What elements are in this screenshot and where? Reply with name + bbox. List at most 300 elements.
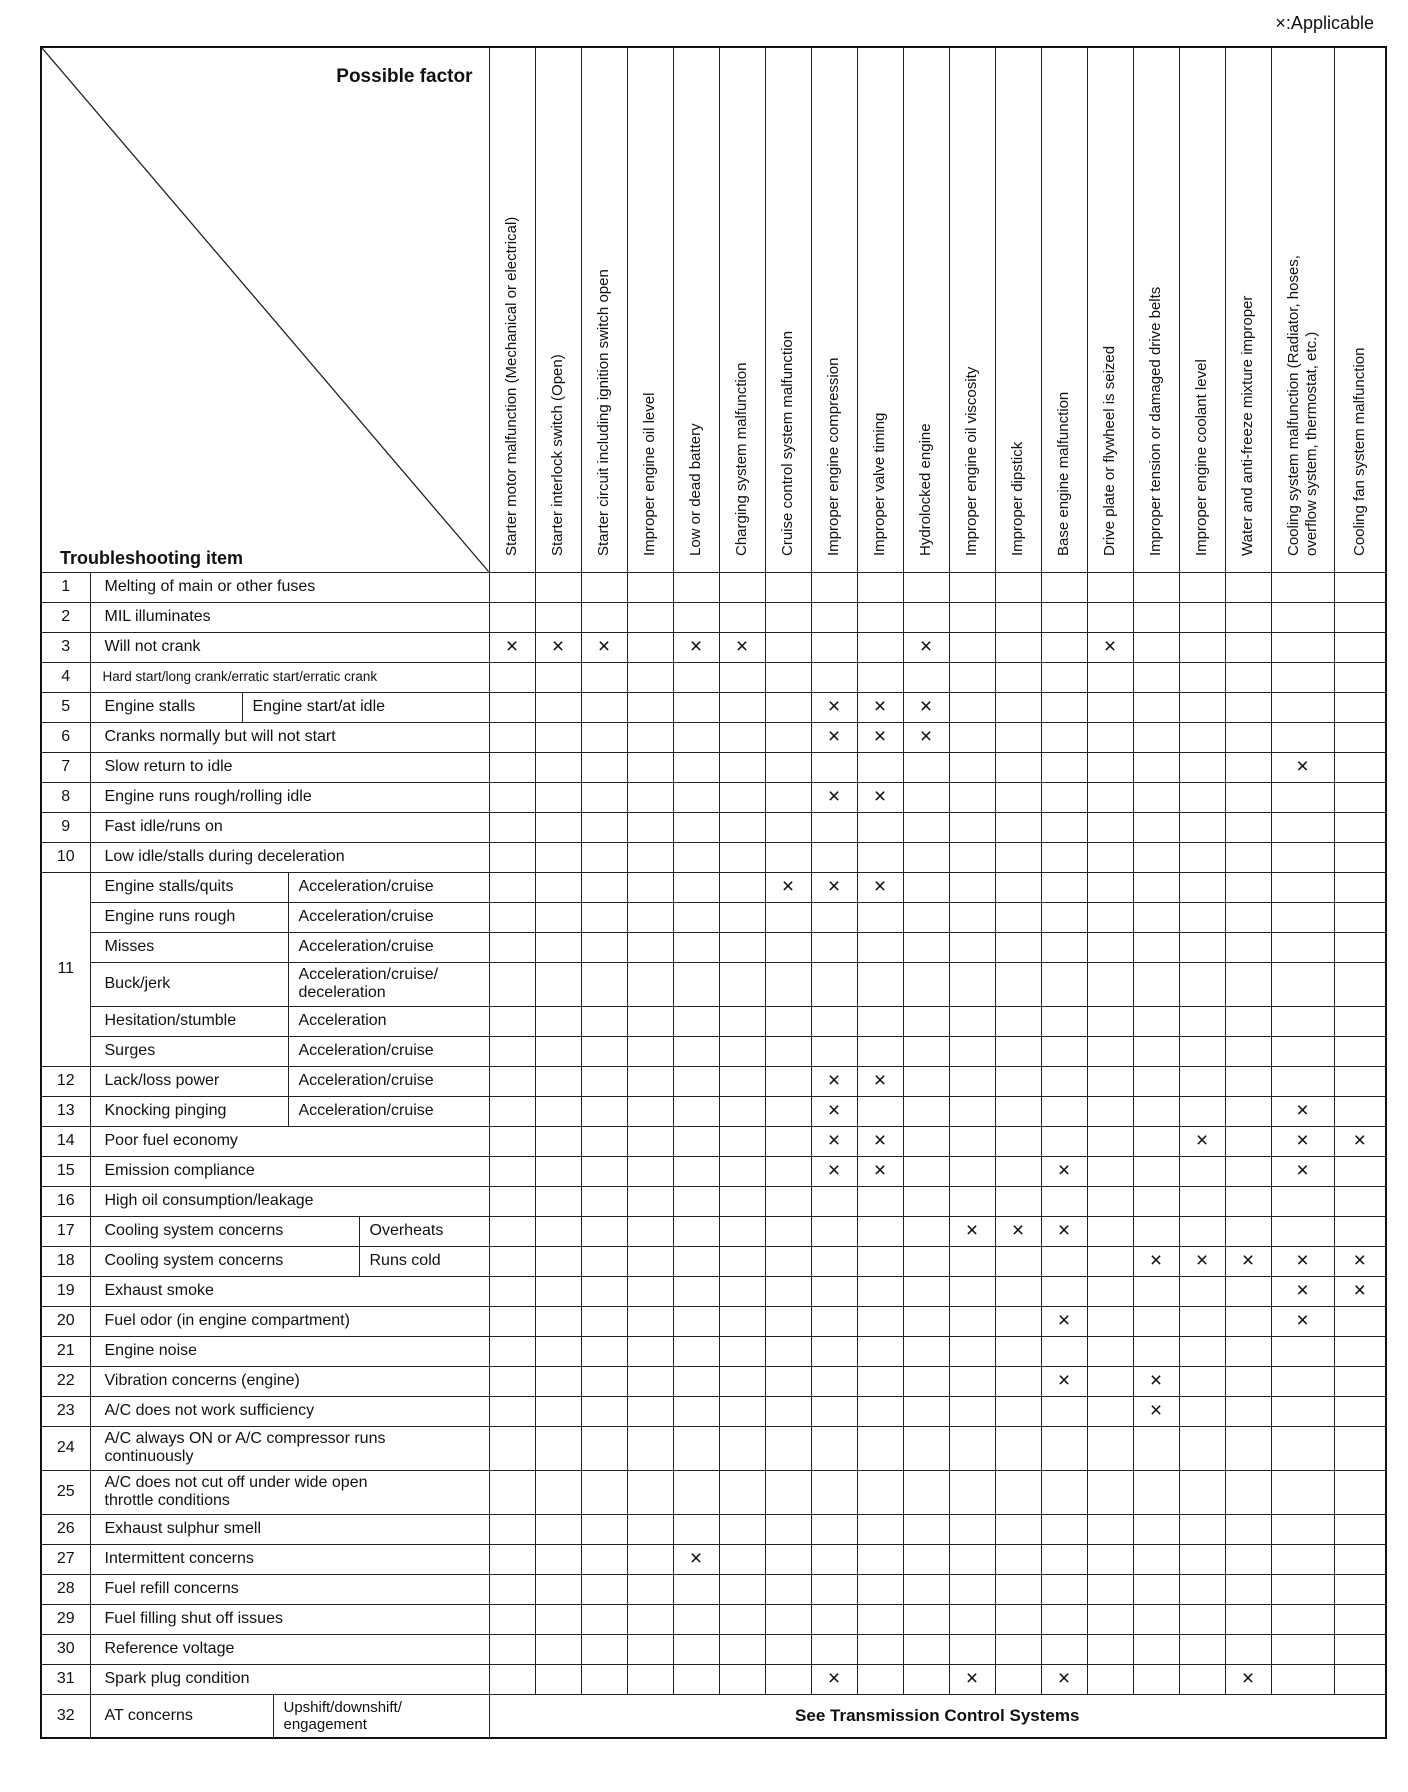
- factor-cell: [1334, 1634, 1386, 1664]
- factor-cell: [1271, 1634, 1334, 1664]
- factor-cell: [719, 692, 765, 722]
- factor-cell: [1133, 632, 1179, 662]
- table-row: [41, 1604, 1386, 1634]
- factor-cell: [489, 1664, 535, 1694]
- factor-cell: [627, 1066, 673, 1096]
- factor-cell: [673, 1426, 719, 1470]
- troubleshooting-item: Knocking pinging: [90, 1096, 288, 1126]
- factor-cell: [857, 1544, 903, 1574]
- factor-cell: [581, 1246, 627, 1276]
- factor-cell: [1334, 1066, 1386, 1096]
- applicable-mark: ×: [1041, 1366, 1087, 1396]
- factor-cell: [765, 1006, 811, 1036]
- factor-label: Cruise control system malfunction: [779, 330, 796, 556]
- factor-cell: [673, 1306, 719, 1336]
- factor-cell: [949, 1066, 995, 1096]
- table-row: [41, 1366, 1386, 1396]
- table-row: [41, 722, 1386, 752]
- factor-cell: [1225, 1396, 1271, 1426]
- factor-cell: [903, 1036, 949, 1066]
- factor-cell: [1087, 902, 1133, 932]
- factor-cell: [857, 1006, 903, 1036]
- factor-cell: [903, 1396, 949, 1426]
- factor-cell: [1179, 1006, 1225, 1036]
- factor-label: Improper tension or damaged drive belts: [1147, 286, 1164, 556]
- factor-cell: [673, 1336, 719, 1366]
- factor-cell: [673, 1246, 719, 1276]
- factor-cell: [1133, 1036, 1179, 1066]
- factor-cell: [1271, 842, 1334, 872]
- factor-cell: [1225, 1096, 1271, 1126]
- factor-cell: [489, 722, 535, 752]
- factor-cell: [1087, 1096, 1133, 1126]
- factor-cell: [857, 932, 903, 962]
- factor-cell: [1225, 1066, 1271, 1096]
- factor-cell: [765, 1544, 811, 1574]
- header-row: [41, 47, 1386, 572]
- factor-cell: [673, 1634, 719, 1664]
- applicable-mark: ×: [949, 1216, 995, 1246]
- factor-cell: [765, 842, 811, 872]
- factor-cell: [489, 1156, 535, 1186]
- factor-cell: [673, 1096, 719, 1126]
- factor-cell: [535, 1276, 581, 1306]
- factor-cell: [1087, 1306, 1133, 1336]
- factor-cell: [1225, 1470, 1271, 1514]
- factor-cell: [995, 1664, 1041, 1694]
- factor-cell: [673, 902, 719, 932]
- factor-cell: [1225, 1006, 1271, 1036]
- factor-label: Starter interlock switch (Open): [549, 353, 566, 556]
- row-number: 3: [41, 632, 90, 662]
- factor-cell: [1041, 1544, 1087, 1574]
- troubleshooting-item: Hard start/long crank/erratic start/erratic crank: [90, 662, 489, 692]
- factor-cell: [765, 902, 811, 932]
- factor-cell: [811, 1216, 857, 1246]
- factor-cell: [1041, 842, 1087, 872]
- factor-cell: [857, 812, 903, 842]
- table-row: [41, 1216, 1386, 1246]
- factor-cell: [1179, 1036, 1225, 1066]
- factor-cell: [581, 932, 627, 962]
- factor-cell: [1271, 812, 1334, 842]
- factor-cell: [1041, 1066, 1087, 1096]
- factor-cell: [627, 1156, 673, 1186]
- factor-cell: [857, 1426, 903, 1470]
- factor-cell: [765, 1604, 811, 1634]
- row-number: 32: [41, 1694, 90, 1738]
- factor-cell: [903, 872, 949, 902]
- item-condition: Acceleration/cruise: [288, 932, 489, 962]
- row-number: 30: [41, 1634, 90, 1664]
- row-number: 7: [41, 752, 90, 782]
- factor-cell: [1041, 1246, 1087, 1276]
- factor-cell: [627, 1306, 673, 1336]
- factor-cell: [995, 1306, 1041, 1336]
- factor-cell: [995, 1096, 1041, 1126]
- applicable-mark: ×: [1041, 1216, 1087, 1246]
- factor-cell: [949, 1470, 995, 1514]
- applicable-mark: ×: [811, 1664, 857, 1694]
- factor-cell: [581, 1096, 627, 1126]
- factor-cell: [1087, 782, 1133, 812]
- factor-cell: [949, 932, 995, 962]
- factor-cell: [903, 1246, 949, 1276]
- factor-cell: [995, 1036, 1041, 1066]
- factor-cell: [949, 722, 995, 752]
- factor-cell: [1087, 1156, 1133, 1186]
- factor-cell: [1179, 602, 1225, 632]
- factor-cell: [535, 572, 581, 602]
- factor-cell: [811, 1514, 857, 1544]
- factor-cell: [949, 1426, 995, 1470]
- factor-cell: [995, 842, 1041, 872]
- factor-header: [719, 47, 765, 572]
- factor-cell: [719, 932, 765, 962]
- factor-cell: [1087, 752, 1133, 782]
- factor-cell: [1179, 1156, 1225, 1186]
- factor-cell: [581, 842, 627, 872]
- factor-cell: [535, 1246, 581, 1276]
- factor-cell: [811, 1634, 857, 1664]
- factor-cell: [1087, 722, 1133, 752]
- factor-cell: [581, 902, 627, 932]
- troubleshooting-item: Melting of main or other fuses: [90, 572, 489, 602]
- factor-label: Cooling system malfunction (Radiator, hoses, overflow system, thermostat, etc.): [1284, 254, 1320, 556]
- factor-cell: [489, 1574, 535, 1604]
- factor-cell: [1334, 1426, 1386, 1470]
- factor-cell: [1087, 602, 1133, 632]
- factor-cell: [1041, 692, 1087, 722]
- factor-header: [1179, 47, 1225, 572]
- troubleshooting-item: Slow return to idle: [90, 752, 489, 782]
- factor-label: Improper valve timing: [871, 412, 888, 556]
- factor-cell: [1271, 1574, 1334, 1604]
- factor-cell: [627, 1126, 673, 1156]
- factor-cell: [995, 602, 1041, 632]
- applicable-mark: ×: [811, 872, 857, 902]
- factor-cell: [1179, 1096, 1225, 1126]
- factor-cell: [489, 572, 535, 602]
- factor-cell: [1179, 1604, 1225, 1634]
- factor-cell: [489, 1604, 535, 1634]
- factor-cell: [1271, 1216, 1334, 1246]
- matrix-header: [41, 47, 1386, 572]
- factor-cell: [995, 1276, 1041, 1306]
- factor-cell: [581, 1036, 627, 1066]
- factor-cell: [1133, 1006, 1179, 1036]
- factor-cell: [1271, 872, 1334, 902]
- factor-cell: [903, 1096, 949, 1126]
- factor-cell: [581, 1216, 627, 1246]
- factor-cell: [811, 1276, 857, 1306]
- factor-cell: [949, 1634, 995, 1664]
- factor-cell: [581, 872, 627, 902]
- row-number: 23: [41, 1396, 90, 1426]
- factor-cell: [627, 1006, 673, 1036]
- table-row: [41, 1306, 1386, 1336]
- factor-cell: [1225, 722, 1271, 752]
- factor-cell: [535, 1514, 581, 1544]
- factor-cell: [1334, 1216, 1386, 1246]
- factor-cell: [719, 1036, 765, 1066]
- factor-cell: [489, 1306, 535, 1336]
- factor-header: [995, 47, 1041, 572]
- factor-cell: [1271, 1036, 1334, 1066]
- factor-cell: [1087, 872, 1133, 902]
- factor-cell: [903, 1156, 949, 1186]
- factor-cell: [1087, 1664, 1133, 1694]
- factor-cell: [903, 1426, 949, 1470]
- factor-cell: [1041, 1036, 1087, 1066]
- factor-cell: [535, 1066, 581, 1096]
- applicable-mark: ×: [811, 722, 857, 752]
- factor-cell: [673, 572, 719, 602]
- factor-cell: [1133, 932, 1179, 962]
- factor-cell: [765, 1470, 811, 1514]
- factor-cell: [581, 572, 627, 602]
- factor-cell: [1087, 1006, 1133, 1036]
- factor-header: [535, 47, 581, 572]
- factor-cell: [1133, 1126, 1179, 1156]
- factor-cell: [535, 1336, 581, 1366]
- row-number: 28: [41, 1574, 90, 1604]
- table-row: [41, 1396, 1386, 1426]
- row-number: 15: [41, 1156, 90, 1186]
- table-row: [41, 1036, 1386, 1066]
- factor-header: [1133, 47, 1179, 572]
- factor-cell: [811, 902, 857, 932]
- factor-cell: [581, 1544, 627, 1574]
- factor-cell: [719, 1066, 765, 1096]
- factor-cell: [811, 1336, 857, 1366]
- factor-cell: [627, 752, 673, 782]
- factor-cell: [1179, 812, 1225, 842]
- factor-cell: [1334, 752, 1386, 782]
- factor-cell: [1334, 842, 1386, 872]
- factor-cell: [995, 1006, 1041, 1036]
- factor-cell: [1271, 722, 1334, 752]
- factor-cell: [673, 1664, 719, 1694]
- factor-cell: [1087, 1186, 1133, 1216]
- applicable-mark: ×: [811, 1126, 857, 1156]
- factor-cell: [995, 962, 1041, 1006]
- factor-cell: [535, 1634, 581, 1664]
- factor-cell: [1225, 1574, 1271, 1604]
- row-number: 2: [41, 602, 90, 632]
- factor-cell: [1334, 1006, 1386, 1036]
- factor-header: [1271, 47, 1334, 572]
- factor-cell: [1179, 662, 1225, 692]
- factor-cell: [535, 1664, 581, 1694]
- factor-cell: [1179, 872, 1225, 902]
- factor-cell: [719, 782, 765, 812]
- applicable-mark: ×: [489, 632, 535, 662]
- row-number: 19: [41, 1276, 90, 1306]
- troubleshooting-item: Fuel filling shut off issues: [90, 1604, 489, 1634]
- factor-cell: [1271, 932, 1334, 962]
- factor-cell: [489, 812, 535, 842]
- factor-cell: [1133, 1216, 1179, 1246]
- applicable-mark: ×: [1087, 632, 1133, 662]
- factor-cell: [581, 812, 627, 842]
- factor-cell: [1133, 872, 1179, 902]
- factor-cell: [1133, 1276, 1179, 1306]
- factor-cell: [719, 1186, 765, 1216]
- troubleshooting-item: Will not crank: [90, 632, 489, 662]
- table-row: [41, 1336, 1386, 1366]
- factor-cell: [719, 752, 765, 782]
- factor-cell: [765, 1514, 811, 1544]
- factor-cell: [903, 1066, 949, 1096]
- factor-cell: [1334, 1514, 1386, 1544]
- row-number: 21: [41, 1336, 90, 1366]
- factor-cell: [1179, 1396, 1225, 1426]
- factor-cell: [1334, 1366, 1386, 1396]
- factor-cell: [765, 1036, 811, 1066]
- applicable-mark: ×: [1179, 1246, 1225, 1276]
- factor-cell: [627, 722, 673, 752]
- factor-cell: [627, 812, 673, 842]
- factor-cell: [995, 752, 1041, 782]
- factor-cell: [765, 1336, 811, 1366]
- factor-cell: [1179, 962, 1225, 1006]
- factor-cell: [765, 1396, 811, 1426]
- factor-cell: [627, 842, 673, 872]
- factor-cell: [627, 1470, 673, 1514]
- factor-cell: [627, 1036, 673, 1066]
- troubleshooting-item: MIL illuminates: [90, 602, 489, 632]
- row-number: 18: [41, 1246, 90, 1276]
- factor-cell: [765, 1426, 811, 1470]
- applicable-mark: ×: [1271, 752, 1334, 782]
- factor-cell: [995, 1366, 1041, 1396]
- factor-cell: [1041, 1186, 1087, 1216]
- factor-cell: [581, 1426, 627, 1470]
- factor-cell: [489, 1514, 535, 1544]
- factor-cell: [1041, 1096, 1087, 1126]
- factor-cell: [811, 632, 857, 662]
- factor-cell: [627, 602, 673, 632]
- factor-cell: [1225, 902, 1271, 932]
- factor-cell: [673, 932, 719, 962]
- factor-cell: [489, 932, 535, 962]
- factor-cell: [719, 1664, 765, 1694]
- factor-cell: [719, 722, 765, 752]
- factor-cell: [673, 782, 719, 812]
- factor-label: Improper engine oil level: [641, 392, 658, 556]
- table-row: [41, 842, 1386, 872]
- table-row: [41, 1096, 1386, 1126]
- factor-cell: [719, 1306, 765, 1336]
- troubleshooting-item: Fast idle/runs on: [90, 812, 489, 842]
- factor-cell: [1087, 1036, 1133, 1066]
- factor-cell: [903, 1604, 949, 1634]
- factor-cell: [949, 1604, 995, 1634]
- factor-label: Charging system malfunction: [733, 362, 750, 556]
- factor-label: Drive plate or flywheel is seized: [1101, 345, 1118, 556]
- factor-cell: [627, 1276, 673, 1306]
- factor-cell: [857, 1336, 903, 1366]
- factor-cell: [1334, 1604, 1386, 1634]
- factor-cell: [995, 1336, 1041, 1366]
- factor-cell: [949, 1276, 995, 1306]
- factor-cell: [489, 1006, 535, 1036]
- factor-cell: [673, 692, 719, 722]
- factor-cell: [1225, 932, 1271, 962]
- factor-cell: [673, 1066, 719, 1096]
- troubleshooting-item: Reference voltage: [90, 1634, 489, 1664]
- factor-cell: [949, 1396, 995, 1426]
- factor-cell: [995, 1186, 1041, 1216]
- factor-cell: [903, 572, 949, 602]
- factor-cell: [1041, 1604, 1087, 1634]
- row-number: 6: [41, 722, 90, 752]
- applicable-mark: ×: [857, 1126, 903, 1156]
- factor-cell: [995, 692, 1041, 722]
- diagonal-line: [42, 48, 489, 572]
- factor-cell: [1087, 1470, 1133, 1514]
- factor-cell: [765, 1066, 811, 1096]
- reference-note: See Transmission Control Systems: [489, 1694, 1386, 1738]
- factor-cell: [995, 782, 1041, 812]
- table-row: [41, 1664, 1386, 1694]
- row-number: 8: [41, 782, 90, 812]
- factor-cell: [535, 872, 581, 902]
- applicable-mark: ×: [535, 632, 581, 662]
- table-row: [41, 752, 1386, 782]
- factor-header: [581, 47, 627, 572]
- factor-header: [1041, 47, 1087, 572]
- factor-cell: [811, 842, 857, 872]
- troubleshooting-item: Cooling system concerns: [90, 1216, 359, 1246]
- factor-cell: [581, 1366, 627, 1396]
- factor-cell: [1041, 1574, 1087, 1604]
- factor-cell: [1225, 752, 1271, 782]
- factor-cell: [1041, 902, 1087, 932]
- applicable-mark: ×: [1334, 1276, 1386, 1306]
- factor-cell: [857, 602, 903, 632]
- factor-cell: [1087, 1366, 1133, 1396]
- factor-header: [1334, 47, 1386, 572]
- factor-cell: [719, 1634, 765, 1664]
- table-row: [41, 692, 1386, 722]
- factor-cell: [1225, 1544, 1271, 1574]
- factor-cell: [949, 1186, 995, 1216]
- row-number: 27: [41, 1544, 90, 1574]
- factor-cell: [535, 1306, 581, 1336]
- factor-cell: [627, 1426, 673, 1470]
- factor-cell: [719, 962, 765, 1006]
- factor-cell: [1179, 572, 1225, 602]
- factor-cell: [1179, 1634, 1225, 1664]
- factor-cell: [535, 602, 581, 632]
- factor-cell: [1041, 932, 1087, 962]
- factor-cell: [581, 662, 627, 692]
- factor-cell: [995, 662, 1041, 692]
- table-row: [41, 1186, 1386, 1216]
- factor-cell: [535, 932, 581, 962]
- factor-cell: [627, 1186, 673, 1216]
- row-number: 1: [41, 572, 90, 602]
- factor-cell: [535, 1186, 581, 1216]
- factor-cell: [857, 1514, 903, 1544]
- factor-cell: [1133, 1604, 1179, 1634]
- factor-label: Improper engine compression: [825, 357, 842, 556]
- factor-cell: [1225, 842, 1271, 872]
- factor-cell: [1225, 572, 1271, 602]
- factor-cell: [811, 602, 857, 632]
